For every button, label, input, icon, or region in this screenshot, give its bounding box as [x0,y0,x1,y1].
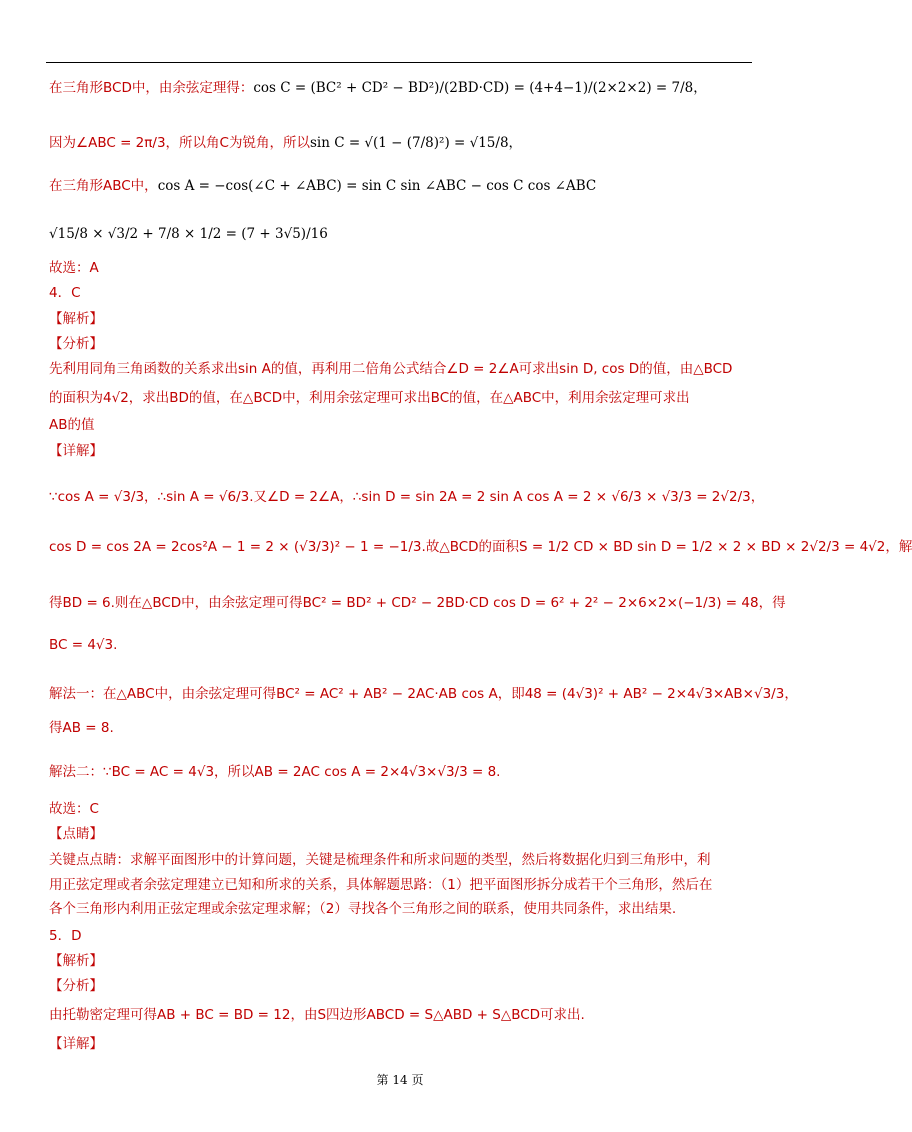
text-line-28: 由托勒密定理可得AB + BC = BD = 12，由S四边形ABCD = S△ABD + S△BCD可求出. [49,1007,585,1023]
text-line-16: BC = 4√3. [49,637,118,653]
text-line-18: 得AB = 8. [49,720,114,736]
text-line-8: 【分析】 [49,336,103,352]
page-number: 第 14 页 [376,1073,424,1087]
text-line-5: 故选：A [49,260,99,276]
text-line-10: 的面积为4√2，求出BD的值，在△BCD中，利用余弦定理可求出BC的值，在△ABC中，利用余弦定理可求出 [49,390,690,406]
text-line-1 [49,78,707,98]
text-line-20: 故选：C [49,801,99,817]
line4-math: √15/8 × √3/2 + 7/8 × 1/2 = (7 + 3√5)/16 [49,226,328,242]
text-line-22: 关键点点睛：求解平面图形中的计算问题，关键是梳理条件和所求问题的类型，然后将数据化归到三角形中，利 [49,852,711,868]
text-line-9: 先利用同角三角函数的关系求出sin A的值，再利用二倍角公式结合∠D = 2∠A可求出sin D, cos D的值，由△BCD [49,361,733,377]
line1-math: cos C = (BC² + CD² − BD²)/(2BD·CD) = (4+4−1)/(2×2×2) = 7/8， [253,80,707,96]
text-line-3 [49,176,596,196]
text-line-13: ∵cos A = √3/3，∴sin A = √6/3.又∠D = 2∠A，∴sin D = sin 2A = 2 sin A cos A = 2 × √6/3 × √3/3 = 2√2/3， [49,489,765,505]
line2-math: sin C = √(1 − (7/8)²) = √15/8， [309,135,523,151]
text-line-17: 解法一：在△ABC中，由余弦定理可得BC² = AC² + AB² − 2AC·AB cos A，即48 = (4√3)² + AB² − 2×4√3×AB×√3/3， [49,686,798,702]
text-line-26: 【解析】 [49,953,103,969]
text-line-25: 5．D [49,928,82,944]
line1-prefix: 在三角形BCD中，由余弦定理得： [49,80,254,96]
text-line-19: 解法二：∵BC = AC = 4√3，所以AB = 2AC cos A = 2×4√3×√3/3 = 8. [49,764,501,780]
text-line-27: 【分析】 [49,978,103,994]
text-line-23: 用正弦定理或者余弦定理建立已知和所求的关系，具体解题思路：（1）把平面图形拆分成若干个三角形，然后在 [49,877,713,893]
line3-prefix: 在三角形ABC中， [49,178,158,194]
text-line-7: 【解析】 [49,311,103,327]
text-line-15: 得BD = 6.则在△BCD中，由余弦定理可得BC² = BD² + CD² − 2BD·CD cos D = 6² + 2² − 2×6×2×(−1/3) = 48，得 [49,595,786,611]
text-line-21: 【点睛】 [49,826,103,842]
text-line-4 [49,224,328,244]
text-line-29: 【详解】 [49,1036,103,1052]
text-line-6: 4．C [49,285,81,301]
text-line-11: AB的值 [49,417,95,433]
text-line-12: 【详解】 [49,443,103,459]
text-line-14: cos D = cos 2A = 2cos²A − 1 = 2 × (√3/3)² − 1 = −1/3.故△BCD的面积S = 1/2 CD × BD sin D = 1/2 × 2 × BD × 2√2/3 = 4√2，解 [49,539,912,555]
text-line-2 [49,133,522,153]
text-line-24: 各个三角形内利用正弦定理或余弦定理求解；（2）寻找各个三角形之间的联系，使用共同条件，求出结果. [49,901,677,917]
line3-math: cos A = −cos(∠C + ∠ABC) = sin C sin ∠ABC − cos C cos ∠ABC [157,178,597,194]
header-rule [46,62,752,63]
line2-prefix: 因为∠ABC = 2π/3，所以角C为锐角，所以 [49,135,310,151]
